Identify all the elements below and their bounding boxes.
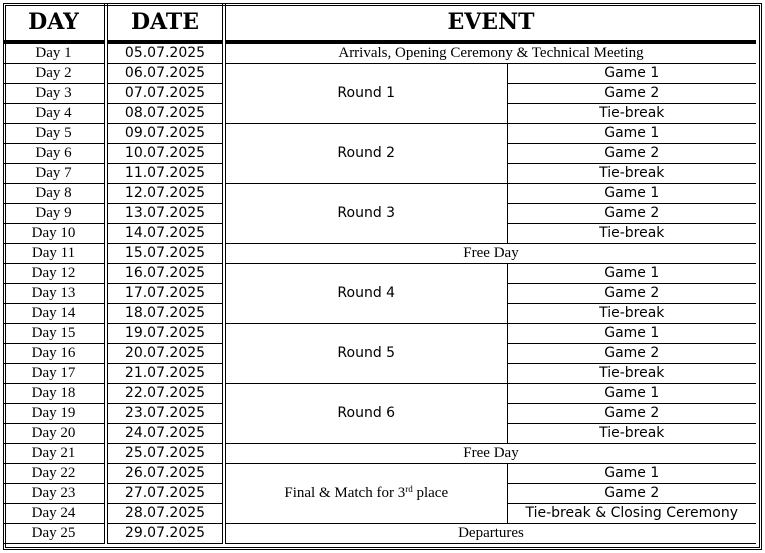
day-cell: Day 16 (3, 344, 106, 364)
day-cell: Day 8 (3, 184, 106, 204)
day-cell: Day 11 (3, 244, 106, 264)
day-cell: Day 4 (3, 104, 106, 124)
event-round-2: Round 2 (224, 124, 507, 184)
event-tiebreak-closing: Tie-break & Closing Ceremony (507, 504, 756, 524)
event-tiebreak: Tie-break (507, 104, 756, 124)
day-cell: Day 19 (3, 404, 106, 424)
date-cell: 28.07.2025 (106, 504, 224, 524)
header-day: DAY (3, 3, 106, 42)
day-cell: Day 23 (3, 484, 106, 504)
day-cell: Day 12 (3, 264, 106, 284)
event-tiebreak: Tie-break (507, 304, 756, 324)
event-round-6: Round 6 (224, 384, 507, 444)
event-round-4: Round 4 (224, 264, 507, 324)
schedule-table (3, 3, 756, 544)
event-game-2: Game 2 (507, 404, 756, 424)
date-cell: 29.07.2025 (106, 524, 224, 544)
event-game-2: Game 2 (507, 484, 756, 504)
event-free-day: Free Day (224, 244, 756, 264)
day-cell: Day 6 (3, 144, 106, 164)
final-prefix: Final & Match for 3 (284, 485, 406, 501)
day-cell: Day 2 (3, 64, 106, 84)
event-free-day: Free Day (224, 444, 756, 464)
event-round-5: Round 5 (224, 324, 507, 384)
day-cell: Day 13 (3, 284, 106, 304)
day-cell: Day 3 (3, 84, 106, 104)
event-tiebreak: Tie-break (507, 424, 756, 444)
event-game-2: Game 2 (507, 344, 756, 364)
date-cell: 09.07.2025 (106, 124, 224, 144)
day-cell: Day 18 (3, 384, 106, 404)
date-cell: 19.07.2025 (106, 324, 224, 344)
event-final (224, 464, 507, 524)
day-cell: Day 20 (3, 424, 106, 444)
date-cell: 22.07.2025 (106, 384, 224, 404)
date-cell: 07.07.2025 (106, 84, 224, 104)
date-cell: 23.07.2025 (106, 404, 224, 424)
event-game-2: Game 2 (507, 284, 756, 304)
date-cell: 13.07.2025 (106, 204, 224, 224)
date-cell: 17.07.2025 (106, 284, 224, 304)
event-game-1: Game 1 (507, 324, 756, 344)
event-tiebreak: Tie-break (507, 224, 756, 244)
date-cell: 05.07.2025 (106, 42, 224, 64)
event-game-1: Game 1 (507, 264, 756, 284)
date-cell: 20.07.2025 (106, 344, 224, 364)
day-cell: Day 15 (3, 324, 106, 344)
date-cell: 14.07.2025 (106, 224, 224, 244)
date-cell: 16.07.2025 (106, 264, 224, 284)
date-cell: 11.07.2025 (106, 164, 224, 184)
event-game-2: Game 2 (507, 84, 756, 104)
day-cell: Day 25 (3, 524, 106, 544)
final-suffix: place (412, 485, 449, 501)
date-cell: 10.07.2025 (106, 144, 224, 164)
day-cell: Day 9 (3, 204, 106, 224)
date-cell: 21.07.2025 (106, 364, 224, 384)
event-tiebreak: Tie-break (507, 364, 756, 384)
date-cell: 24.07.2025 (106, 424, 224, 444)
event-game-2: Game 2 (507, 204, 756, 224)
date-cell: 25.07.2025 (106, 444, 224, 464)
date-cell: 18.07.2025 (106, 304, 224, 324)
day-cell: Day 22 (3, 464, 106, 484)
event-game-1: Game 1 (507, 124, 756, 144)
event-game-2: Game 2 (507, 144, 756, 164)
day-cell: Day 1 (3, 42, 106, 64)
event-game-1: Game 1 (507, 64, 756, 84)
event-tiebreak: Tie-break (507, 164, 756, 184)
event-round-1: Round 1 (224, 64, 507, 124)
event-game-1: Game 1 (507, 464, 756, 484)
event-departures: Departures (224, 524, 756, 544)
day-cell: Day 5 (3, 124, 106, 144)
day-cell: Day 24 (3, 504, 106, 524)
date-cell: 26.07.2025 (106, 464, 224, 484)
day-cell: Day 14 (3, 304, 106, 324)
date-cell: 15.07.2025 (106, 244, 224, 264)
day-cell: Day 7 (3, 164, 106, 184)
header-date: DATE (106, 3, 224, 42)
date-cell: 12.07.2025 (106, 184, 224, 204)
day-cell: Day 10 (3, 224, 106, 244)
event-opening: Arrivals, Opening Ceremony & Technical Meeting (224, 42, 756, 64)
date-cell: 08.07.2025 (106, 104, 224, 124)
event-game-1: Game 1 (507, 184, 756, 204)
date-cell: 06.07.2025 (106, 64, 224, 84)
day-cell: Day 17 (3, 364, 106, 384)
event-game-1: Game 1 (507, 384, 756, 404)
date-cell: 27.07.2025 (106, 484, 224, 504)
final-sup: rd (405, 484, 413, 494)
header-event: EVENT (224, 3, 756, 42)
day-cell: Day 21 (3, 444, 106, 464)
event-round-3: Round 3 (224, 184, 507, 244)
